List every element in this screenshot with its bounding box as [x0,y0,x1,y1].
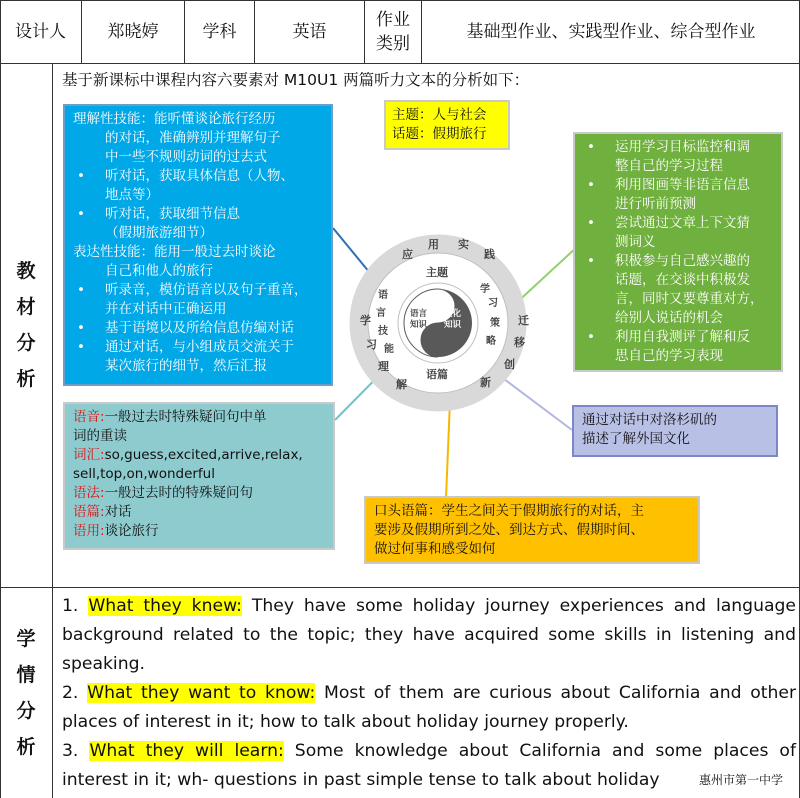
label-char: 析 [16,735,36,758]
culture-line: 通过对话中对洛杉矶的 [582,412,717,428]
strategy-line: • 利用图画等非语言信息 [615,177,750,193]
discourse-label: 语篇: [73,504,105,520]
analysis-item [62,679,796,737]
strategy-bullet [583,328,773,366]
wheel-strategy-char: 策 [490,318,500,329]
wheel-skills-char: 言 [376,308,386,319]
label-char: 教 [16,260,36,282]
wheel-outer-char: 创 [504,358,515,371]
subject-name: 英语 [255,0,365,64]
wheel-outer-char: 应 [402,248,413,261]
label-char: 材 [16,296,36,318]
skill-bullet [73,319,323,338]
strategy-line: • 利用自我测评了解和反 [615,329,750,345]
analysis-item [62,737,796,795]
wheel-outer-char: 新 [480,376,491,389]
item-text: They have some holiday journey experiences and language background related to the topic; they have acquired some skills in listening and speaking. [62,596,796,674]
designer-label: 设计人 [0,0,82,64]
label-char: 学 [16,627,36,650]
student-analysis-label [0,587,52,798]
school-watermark: 惠州市第一中学 [699,773,784,787]
strategy-bullet [583,138,773,176]
type-value: 基础型作业、实践型作业、综合型作业 [466,22,756,42]
expression-cont: 自己和他人的旅行 [105,263,213,279]
vocab-text: so,guess,excited,arrive,relax, [104,447,303,463]
strategy-bullet [583,252,773,328]
wheel-skills-char: 技 [378,326,388,337]
strategy-line: 给别人说话的机会 [615,310,723,326]
wheel-outer-char: 用 [428,238,439,251]
skill-bullet [73,281,323,319]
skill-bullet-line: 某次旅行的细节，然后汇报 [105,358,267,374]
label-char: 分 [16,699,36,722]
learning-strategy-box [573,132,783,372]
strategy-line: • 运用学习目标监控和调 [615,139,750,155]
wheel-strategy-char: 略 [486,336,496,347]
language-skills-box [63,104,333,386]
subject-label: 学科 [185,0,255,64]
language-knowledge-box [63,402,335,550]
yin-left-line: 知识 [410,320,428,330]
yin-right-line: 文化 [444,309,462,319]
skill-bullet-line: 地点等） [105,187,159,203]
wheel-outer-char: 移 [514,336,525,349]
wheel-outer-char: 学 [360,314,371,327]
wheel-strategy-char: 学 [480,284,490,295]
wheel-skills-char: 语 [378,290,388,301]
skill-bullet [73,205,323,243]
skill-bullet-line: （假期旅游细节） [105,225,213,241]
comprehension-title: 理解性技能：能听懂谈论旅行经历 [73,111,276,127]
skill-bullet-line: • 听对话，获取具体信息（人物、 [105,168,294,184]
wheel-skills-char: 能 [384,344,394,355]
wheel-outer-char: 实 [458,238,469,251]
grammar-text: 一般过去时的特殊疑问句 [104,485,254,501]
skill-bullet-line: • 听录音，模仿语音以及句子重音， [105,282,308,298]
strategy-line: 整自己的学习过程 [615,158,723,174]
analysis-item [62,592,796,679]
strategy-line: 测词义 [615,234,656,250]
item-number: 1. [62,596,79,616]
discourse-line: 做过何事和感受如何 [374,541,496,557]
item-number: 2. [62,683,79,703]
strategy-line: • 尝试通过文章上下文猜 [615,215,750,231]
skill-bullet [73,338,323,376]
skill-bullet-line: • 通过对话，与小组成员交流关于 [105,339,294,355]
wheel-strategy-char: 习 [488,298,498,309]
vocab-label: 词汇: [73,447,105,463]
item-text: Most of them are curious about California and other places of interest in it; how to talk about holiday journey properly. [62,683,797,732]
topic-line: 话题：假期旅行 [392,126,487,142]
skill-bullet [73,167,323,205]
wheel-outer-char: 践 [484,248,495,261]
item-lead: What they want to know: [87,683,316,703]
wheel-theme-label: 主题 [426,266,448,279]
type-label-line2: 类别 [376,34,410,54]
label-char: 情 [16,663,36,686]
strategy-line: 进行听前预测 [615,196,696,212]
pron-text2: 词的重读 [73,428,127,444]
grammar-label: 语法: [73,485,105,501]
label-char: 分 [16,332,36,354]
strategy-line: • 积极参与自己感兴趣的 [615,253,750,269]
wheel-outer-char: 迁 [518,314,529,327]
discourse-box [364,496,700,564]
label-char: 析 [16,368,36,390]
vocab-text2: sell,top,on,wonderful [73,466,215,482]
usage-label: 语用: [73,523,105,539]
discourse-line: 要涉及假期所到之处、到达方式、假期时间、 [374,522,644,538]
wheel-outer-char: 习 [366,338,377,351]
comprehension-cont: 的对话，准确辨别并理解句子 [105,130,281,146]
curriculum-wheel-diagram [340,228,536,418]
culture-knowledge-box [572,405,778,457]
culture-line: 描述了解外国文化 [582,431,690,447]
student-analysis-text [62,592,796,795]
pron-label: 语音: [73,409,105,425]
pron-text: 一般过去时特殊疑问句中单 [104,409,267,425]
comprehension-cont: 中一些不规则动词的过去式 [105,149,267,165]
item-text: Some knowledge about California and some places of interest in it; wh- questions in past simple tense to talk about holiday [62,741,796,790]
strategy-line: 思自己的学习表现 [615,348,723,364]
wheel-discourse-label: 语篇 [426,368,448,381]
item-lead: What they will learn: [89,741,284,761]
skill-bullet-line: • 听对话，获取细节信息 [105,206,240,222]
strategy-line: 言，同时又要尊重对方， [615,291,764,307]
strategy-bullet [583,214,773,252]
yin-right-line: 知识 [444,320,462,330]
theme-line: 主题：人与社会 [392,107,487,123]
discourse-line: 口头语篇：学生之间关于假期旅行的对话，主 [374,503,644,519]
skill-bullet-line: • 基于语境以及所给信息仿编对话 [105,320,294,336]
strategy-bullet [583,176,773,214]
skill-bullet-line: 并在对话中正确运用 [105,301,227,317]
expression-title: 表达性技能：能用一般过去时谈论 [73,244,276,260]
wheel-outer-char: 理 [378,360,389,373]
type-label-line1: 作业 [376,10,410,30]
item-lead: What they knew: [88,596,242,616]
material-intro: 基于新课标中课程内容六要素对 M10U1 两篇听力文本的分析如下： [62,71,530,89]
usage-text: 谈论旅行 [104,523,159,539]
yin-left-line: 语言 [410,309,428,319]
designer-name: 郑晓婷 [82,0,185,64]
discourse-text: 对话 [104,504,132,520]
theme-box [384,100,510,150]
wheel-outer-char: 解 [396,378,407,391]
item-number: 3. [62,741,79,761]
strategy-line: 话题，在交谈中积极发 [615,272,750,288]
